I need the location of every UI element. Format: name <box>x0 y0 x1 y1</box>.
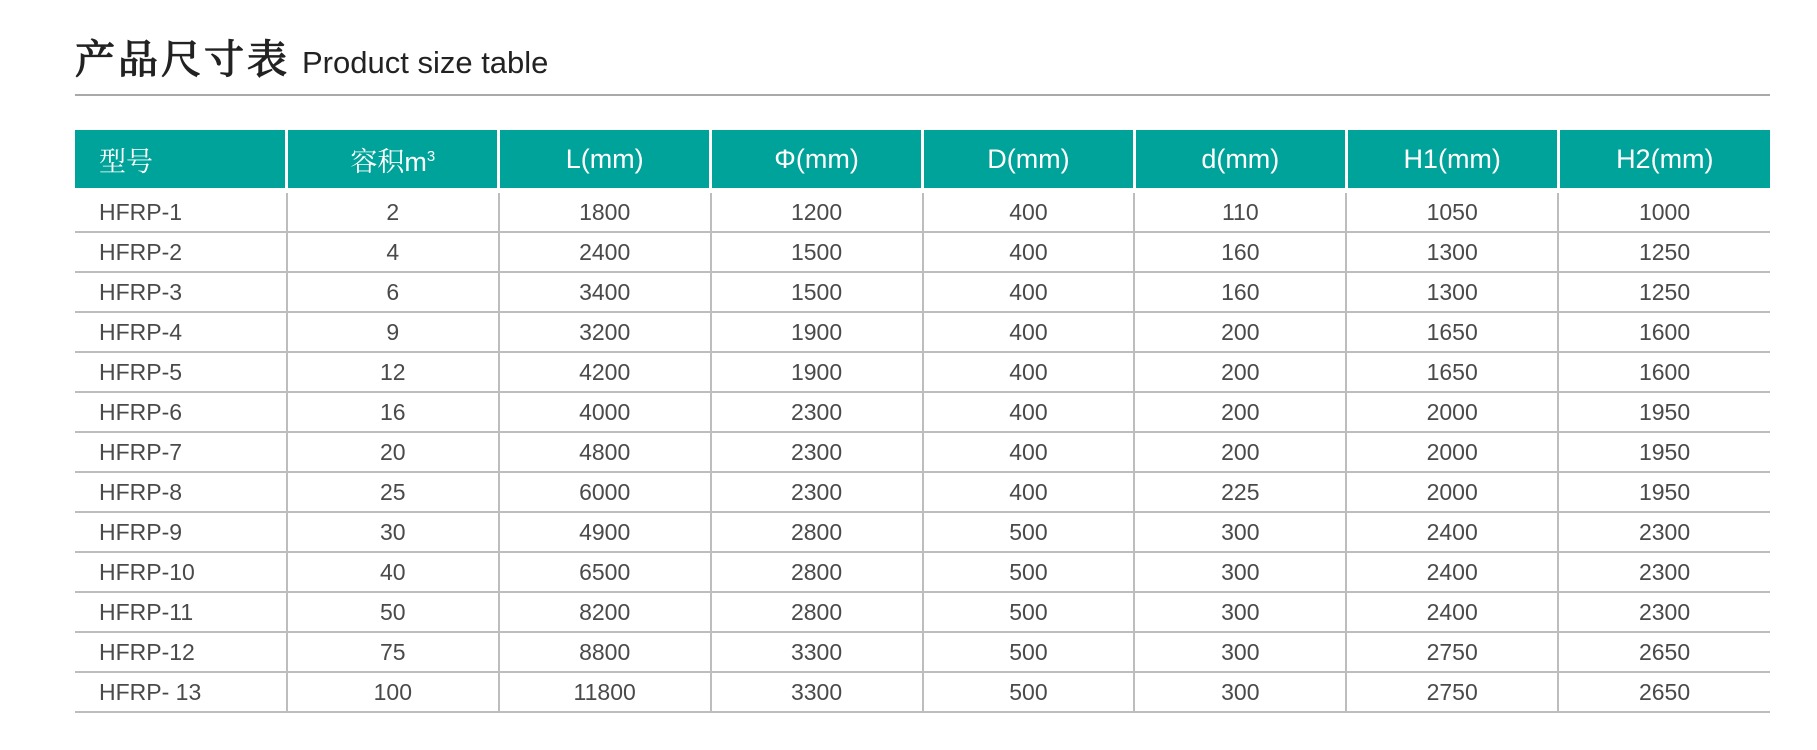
column-header-6 <box>1346 130 1558 191</box>
column-header-label: H2(mm) <box>1616 143 1714 174</box>
table-row <box>75 392 1770 432</box>
column-header-5 <box>1134 130 1346 191</box>
table-cell: 30 <box>287 512 499 552</box>
table-cell: 400 <box>923 352 1135 392</box>
table-cell: 1250 <box>1558 232 1770 272</box>
table-cell: 1500 <box>711 272 923 312</box>
table-cell: HFRP-8 <box>75 472 287 512</box>
table-cell: 2300 <box>1558 592 1770 632</box>
table-cell: 1000 <box>1558 191 1770 233</box>
table-cell: HFRP-10 <box>75 552 287 592</box>
product-size-table <box>75 130 1770 713</box>
table-cell: 2300 <box>1558 512 1770 552</box>
table-cell: 4 <box>287 232 499 272</box>
table-cell: HFRP-7 <box>75 432 287 472</box>
table-cell: 1650 <box>1346 352 1558 392</box>
table-row <box>75 432 1770 472</box>
table-row <box>75 352 1770 392</box>
table-cell: HFRP-2 <box>75 232 287 272</box>
table-cell: 2400 <box>1346 512 1558 552</box>
table-cell: 1600 <box>1558 352 1770 392</box>
table-cell: 1300 <box>1346 272 1558 312</box>
table-cell: 8800 <box>499 632 711 672</box>
column-header-label: Φ(mm) <box>774 143 859 174</box>
table-cell: 2300 <box>711 472 923 512</box>
table-cell: 3200 <box>499 312 711 352</box>
table-cell: 11800 <box>499 672 711 712</box>
title-english: Product size table <box>302 45 549 80</box>
table-cell: 2300 <box>711 392 923 432</box>
table-cell: 3300 <box>711 632 923 672</box>
table-cell: 1900 <box>711 312 923 352</box>
table-cell: 300 <box>1134 632 1346 672</box>
table-cell: 400 <box>923 232 1135 272</box>
column-header-0 <box>75 130 287 191</box>
column-header-label: 型号 <box>99 146 153 177</box>
table-cell: 1050 <box>1346 191 1558 233</box>
table-cell: 500 <box>923 592 1135 632</box>
table-cell: 1800 <box>499 191 711 233</box>
table-cell: 300 <box>1134 592 1346 632</box>
table-cell: 2750 <box>1346 672 1558 712</box>
table-cell: HFRP-5 <box>75 352 287 392</box>
column-header-label: D(mm) <box>987 143 1070 174</box>
table-cell: 1200 <box>711 191 923 233</box>
table-cell: 400 <box>923 312 1135 352</box>
table-cell: 200 <box>1134 432 1346 472</box>
table-cell: 25 <box>287 472 499 512</box>
table-cell: 3300 <box>711 672 923 712</box>
table-row <box>75 632 1770 672</box>
table-cell: 6500 <box>499 552 711 592</box>
table-cell: 2000 <box>1346 432 1558 472</box>
table-cell: 400 <box>923 472 1135 512</box>
table-cell: 16 <box>287 392 499 432</box>
table-cell: 1900 <box>711 352 923 392</box>
column-header-7 <box>1558 130 1770 191</box>
table-cell: 200 <box>1134 352 1346 392</box>
table-cell: HFRP-6 <box>75 392 287 432</box>
column-header-1 <box>287 130 499 191</box>
table-cell: 300 <box>1134 552 1346 592</box>
table-cell: 20 <box>287 432 499 472</box>
table-cell: 50 <box>287 592 499 632</box>
table-cell: 2800 <box>711 512 923 552</box>
table-cell: 2650 <box>1558 672 1770 712</box>
table-cell: 2300 <box>711 432 923 472</box>
table-cell: HFRP-12 <box>75 632 287 672</box>
table-cell: 2400 <box>499 232 711 272</box>
table-cell: 400 <box>923 191 1135 233</box>
table-cell: 1600 <box>1558 312 1770 352</box>
table-cell: 100 <box>287 672 499 712</box>
table-cell: HFRP- 13 <box>75 672 287 712</box>
table-cell: 1300 <box>1346 232 1558 272</box>
table-cell: 75 <box>287 632 499 672</box>
table-row <box>75 312 1770 352</box>
table-row <box>75 272 1770 312</box>
table-cell: 4800 <box>499 432 711 472</box>
table-cell: HFRP-11 <box>75 592 287 632</box>
table-cell: 2650 <box>1558 632 1770 672</box>
table-cell: 3400 <box>499 272 711 312</box>
table-cell: 500 <box>923 672 1135 712</box>
table-cell: 200 <box>1134 312 1346 352</box>
table-cell: 300 <box>1134 672 1346 712</box>
table-cell: 4900 <box>499 512 711 552</box>
table-cell: 300 <box>1134 512 1346 552</box>
table-cell: 1950 <box>1558 472 1770 512</box>
page-title <box>75 28 548 85</box>
table-cell: HFRP-3 <box>75 272 287 312</box>
table-cell: 400 <box>923 272 1135 312</box>
table-cell: 8200 <box>499 592 711 632</box>
table-cell: 4200 <box>499 352 711 392</box>
table-cell: 2400 <box>1346 552 1558 592</box>
table-cell: 2000 <box>1346 392 1558 432</box>
table-cell: 1950 <box>1558 432 1770 472</box>
table-cell: 40 <box>287 552 499 592</box>
table-cell: 400 <box>923 392 1135 432</box>
table-cell: 110 <box>1134 191 1346 233</box>
table-cell: 500 <box>923 552 1135 592</box>
table-cell: 2 <box>287 191 499 233</box>
table-cell: 400 <box>923 432 1135 472</box>
column-header-2 <box>499 130 711 191</box>
table-cell: HFRP-4 <box>75 312 287 352</box>
table-row <box>75 552 1770 592</box>
table-cell: 500 <box>923 632 1135 672</box>
table-cell: 4000 <box>499 392 711 432</box>
table-cell: 2800 <box>711 592 923 632</box>
table-cell: 1650 <box>1346 312 1558 352</box>
table-cell: 200 <box>1134 392 1346 432</box>
column-header-label: d(mm) <box>1201 143 1280 174</box>
table-cell: 6 <box>287 272 499 312</box>
column-header-label: 容积m <box>350 146 427 177</box>
table-cell: 500 <box>923 512 1135 552</box>
table-cell: 160 <box>1134 232 1346 272</box>
table-cell: 2750 <box>1346 632 1558 672</box>
table-cell: 1500 <box>711 232 923 272</box>
column-header-label: L(mm) <box>565 143 644 174</box>
column-header-superscript: 3 <box>426 147 436 165</box>
table-cell: HFRP-9 <box>75 512 287 552</box>
title-chinese: 产品尺寸表 <box>75 37 290 83</box>
table-row <box>75 191 1770 233</box>
table-row <box>75 592 1770 632</box>
table-cell: 2400 <box>1346 592 1558 632</box>
title-divider <box>75 94 1770 96</box>
table-cell: HFRP-1 <box>75 191 287 233</box>
table-cell: 225 <box>1134 472 1346 512</box>
table-row <box>75 232 1770 272</box>
table-cell: 6000 <box>499 472 711 512</box>
column-header-label: H1(mm) <box>1403 143 1501 174</box>
table-row <box>75 472 1770 512</box>
table-cell: 12 <box>287 352 499 392</box>
table-cell: 9 <box>287 312 499 352</box>
column-header-3 <box>711 130 923 191</box>
table-cell: 160 <box>1134 272 1346 312</box>
table-cell: 2300 <box>1558 552 1770 592</box>
column-header-4 <box>923 130 1135 191</box>
table-cell: 2000 <box>1346 472 1558 512</box>
table-row <box>75 512 1770 552</box>
table-header-row <box>75 130 1770 191</box>
table-cell: 1950 <box>1558 392 1770 432</box>
table-cell: 2800 <box>711 552 923 592</box>
table-cell: 1250 <box>1558 272 1770 312</box>
table-row <box>75 672 1770 712</box>
table-body <box>75 191 1770 713</box>
